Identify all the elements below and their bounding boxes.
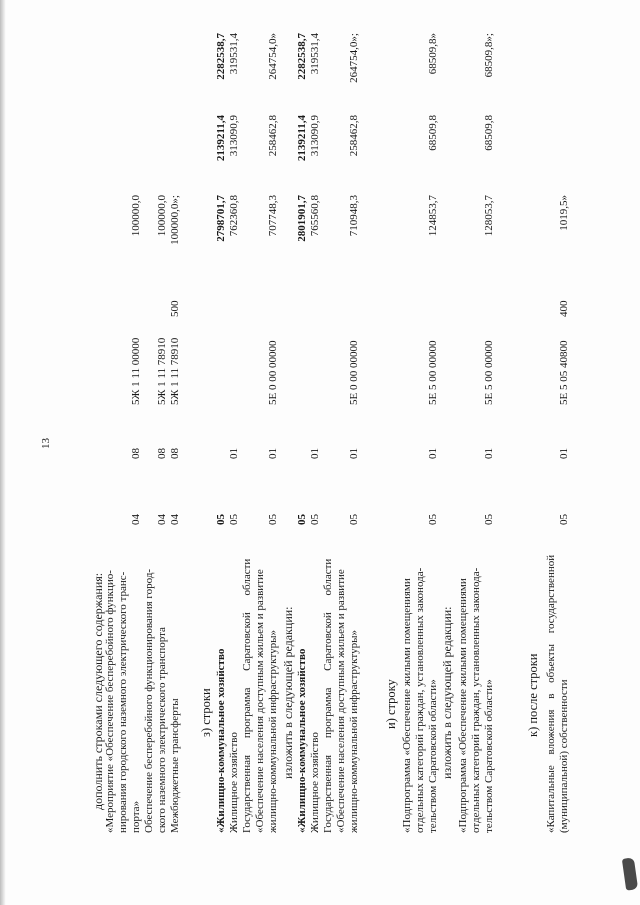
block5-desc-1: «Подпрограмма «Обеспечение жилыми помещениями xyxy=(457,578,469,833)
block6-v1: 1019,5» xyxy=(558,195,570,231)
block6-vr: 400 xyxy=(558,300,570,317)
block3-r2-v1: 765560,8 xyxy=(309,195,321,237)
replace-line-2: изложить в следующей редакции: xyxy=(440,606,454,779)
block5-b: 01 xyxy=(483,448,495,459)
block1-r3-v1: 100000,0»; xyxy=(169,195,181,245)
block5-desc-3: тельством Саратовской области» xyxy=(483,679,495,833)
block1-r2-v1: 100000,0 xyxy=(156,195,168,237)
block3-desc-5: жилищно-коммунальной инфраструктуры» xyxy=(348,630,360,833)
block3-desc-2: Жилищное хозяйство xyxy=(309,732,321,833)
intro-line: дополнить строками следующего содержания: xyxy=(91,572,105,810)
block4-desc-3: тельством Саратовской области» xyxy=(427,679,439,833)
block1-desc-5: ского наземного электрического транспорта xyxy=(156,627,168,833)
block6-b: 01 xyxy=(558,448,570,459)
block3-desc-4: «Обеспечение населения доступным жильем и развитие xyxy=(335,569,347,833)
block2-r2-v2: 313090,9 xyxy=(228,115,240,157)
block2-r3-v1: 707748,3 xyxy=(267,195,279,237)
block3-r3-a: 05 xyxy=(348,514,360,525)
block3-r1-v2: 2139211,4 xyxy=(296,115,308,162)
block3-r2-v3: 319531,4 xyxy=(309,33,321,75)
block3-desc-1: «Жилищно-коммунальное хозяйство xyxy=(296,648,308,833)
heading-i-stroku: и) строку xyxy=(384,679,398,729)
block1-desc-3: порта» xyxy=(130,800,142,833)
block2-r2-a: 05 xyxy=(228,514,240,525)
block2-r3-v2: 258462,8 xyxy=(267,115,279,157)
block3-r3-v3: 264754,0»; xyxy=(348,33,360,83)
block2-r1-v3: 2282538,7 xyxy=(215,33,227,80)
block2-desc-2: Жилищное хозяйство xyxy=(228,732,240,833)
block3-r1-v1: 2801901,7 xyxy=(296,195,308,242)
block3-r3-v2: 258462,8 xyxy=(348,115,360,157)
block1-r3-a: 04 xyxy=(169,514,181,525)
block4-b: 01 xyxy=(427,448,439,459)
block2-r1-a: 05 xyxy=(215,514,227,525)
block3-r2-b: 01 xyxy=(309,448,321,459)
block5-v1: 128053,7 xyxy=(483,195,495,237)
block4-v2: 68509,8 xyxy=(427,115,439,151)
block6-code: 5Е 5 05 40800 xyxy=(558,340,570,405)
block3-r3-b: 01 xyxy=(348,448,360,459)
block1-r1-b: 08 xyxy=(130,448,142,459)
block1-r2-code: 5Ж 1 11 78910 xyxy=(156,337,168,405)
block4-v1: 124853,7 xyxy=(427,195,439,237)
block2-r3-b: 01 xyxy=(267,448,279,459)
block1-r1-a: 04 xyxy=(130,514,142,525)
block2-desc-5: жилищно-коммунальной инфраструктуры» xyxy=(267,630,279,833)
block4-a: 05 xyxy=(427,514,439,525)
block3-r3-code: 5Е 0 00 00000 xyxy=(348,340,360,405)
block1-desc-6: Межбюджетные трансферты xyxy=(169,698,181,833)
block1-r3-vr: 500 xyxy=(169,300,181,317)
heading-z-stroki: з) строки xyxy=(199,688,213,737)
block3-desc-3: Государственная программа Саратовской области xyxy=(322,558,334,833)
block2-desc-1: «Жилищно-коммунальное хозяйство xyxy=(215,648,227,833)
block1-r1-code: 5Ж 1 11 00000 xyxy=(130,337,142,405)
block6-a: 05 xyxy=(558,514,570,525)
block3-r2-v2: 313090,9 xyxy=(309,115,321,157)
block6-desc-1: «Капитальные вложения в объекты государственной xyxy=(545,554,557,833)
block5-v3: 68509,8»; xyxy=(483,33,495,78)
block4-code: 5Е 5 00 00000 xyxy=(427,340,439,405)
block5-code: 5Е 5 00 00000 xyxy=(483,340,495,405)
heading-k-posle-stroki: к) после строки xyxy=(526,653,540,737)
block3-r2-a: 05 xyxy=(309,514,321,525)
block2-desc-4: «Обеспечение населения доступным жильем и развитие xyxy=(254,569,266,833)
block3-r3-v1: 710948,3 xyxy=(348,195,360,237)
block1-desc-2: нирования городского наземного электрического транс- xyxy=(117,571,129,833)
block1-desc-1: «Мероприятие «Обеспечение бесперебойного функцио- xyxy=(104,570,116,833)
block2-r1-v1: 2798701,7 xyxy=(215,195,227,242)
block1-r2-a: 04 xyxy=(156,514,168,525)
block1-r1-v1: 100000,0 xyxy=(130,195,142,237)
block2-r2-b: 01 xyxy=(228,448,240,459)
block1-desc-4: Обеспечение бесперебойного функционирования город- xyxy=(143,568,155,833)
block6-desc-2: (муниципальной) собственности xyxy=(558,679,570,833)
block2-r1-v2: 2139211,4 xyxy=(215,115,227,162)
block2-r2-v3: 319531,4 xyxy=(228,33,240,75)
block2-r3-v3: 264754,0» xyxy=(267,33,279,80)
block2-desc-3: Государственная программа Саратовской области xyxy=(241,558,253,833)
block1-r2-b: 08 xyxy=(156,448,168,459)
block1-r3-b: 08 xyxy=(169,448,181,459)
block4-desc-2: отдельных категорий граждан, установленных законода- xyxy=(414,567,426,833)
page-number: 13 xyxy=(40,438,52,449)
block3-r1-v3: 2282538,7 xyxy=(296,33,308,80)
block4-desc-1: «Подпрограмма «Обеспечение жилыми помещениями xyxy=(401,578,413,833)
replace-line-1: изложить в следующей редакции: xyxy=(281,606,295,779)
block5-desc-2: отдельных категорий граждан, установленных законода- xyxy=(470,567,482,833)
block5-v2: 68509,8 xyxy=(483,115,495,151)
block2-r2-v1: 762360,8 xyxy=(228,195,240,237)
block2-r3-a: 05 xyxy=(267,514,279,525)
block5-a: 05 xyxy=(483,514,495,525)
block1-r3-code: 5Ж 1 11 78910 xyxy=(169,337,181,405)
block2-r3-code: 5Е 0 00 00000 xyxy=(267,340,279,405)
block4-v3: 68509,8» xyxy=(427,33,439,75)
block3-r1-a: 05 xyxy=(296,514,308,525)
